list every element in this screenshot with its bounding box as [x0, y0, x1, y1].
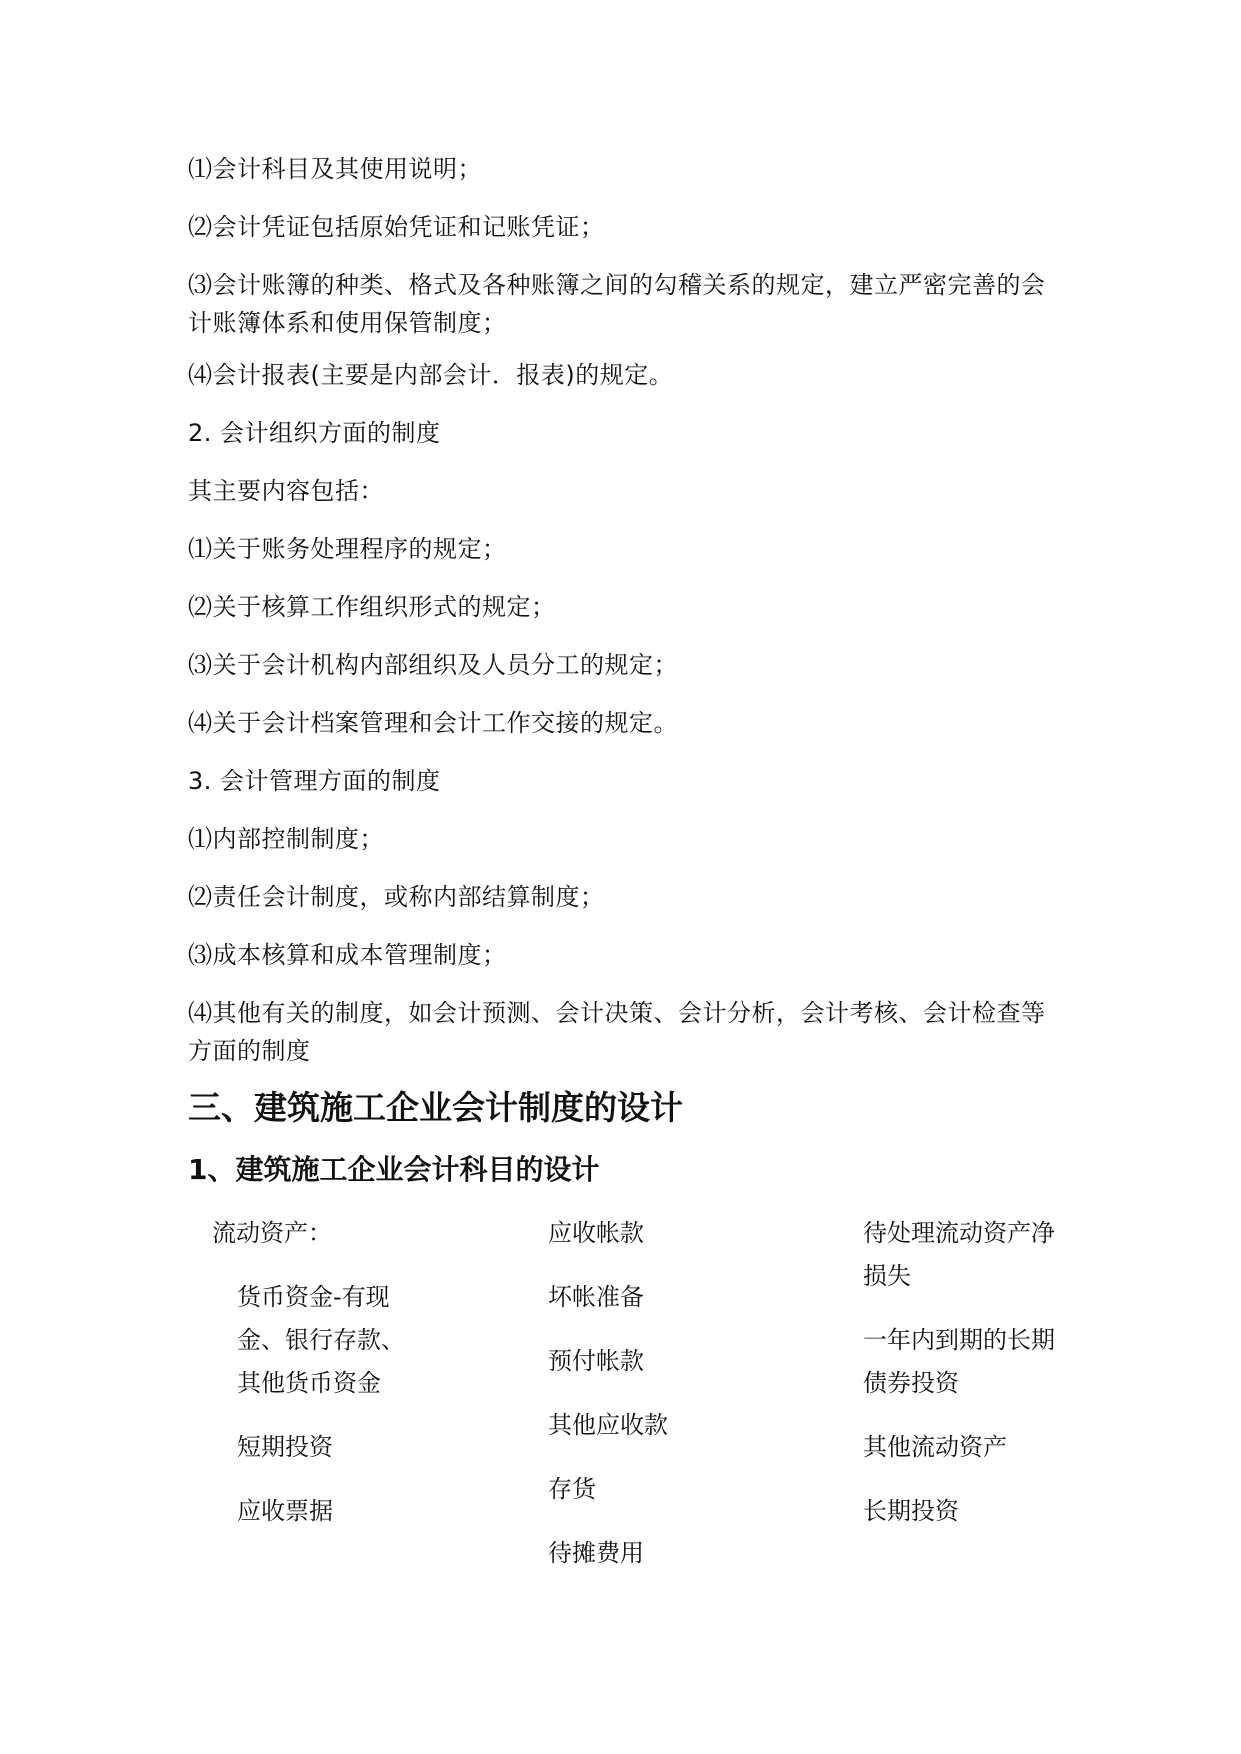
- list-item: ⑷会计报表(主要是内部会计．报表)的规定。: [188, 361, 674, 389]
- account-column-2: [548, 1212, 768, 1596]
- account-item: 其他应收款: [548, 1411, 668, 1439]
- document-content: [188, 150, 1068, 1572]
- list-item: ⑷关于会计档案管理和会计工作交接的规定。: [188, 709, 678, 737]
- account-item: 应收帐款: [548, 1219, 644, 1247]
- account-item: 一年内到期的长期债券投资: [863, 1326, 1055, 1397]
- account-item: 存货: [548, 1475, 596, 1503]
- account-item: 坏帐准备: [548, 1283, 644, 1311]
- main-heading: 三、建筑施工企业会计制度的设计: [188, 1088, 683, 1127]
- account-item: 短期投资: [237, 1433, 333, 1461]
- section-title: 3. 会计管理方面的制度: [188, 767, 441, 795]
- list-item: ⑴内部控制制度；: [188, 825, 384, 853]
- account-item: 待处理流动资产净损失: [863, 1219, 1055, 1290]
- account-item: 预付帐款: [548, 1347, 644, 1375]
- account-columns: [188, 1212, 1088, 1572]
- section-intro: 其主要内容包括：: [188, 477, 384, 505]
- account-item: 货币资金-有现金、银行存款、其他货币资金: [237, 1283, 405, 1397]
- list-item: ⑵会计凭证包括原始凭证和记账凭证；: [188, 213, 605, 241]
- list-item: ⑴会计科目及其使用说明；: [188, 155, 482, 183]
- account-item: 其他流动资产: [863, 1433, 1007, 1461]
- list-item: ⑶成本核算和成本管理制度；: [188, 941, 507, 969]
- list-item: ⑵关于核算工作组织形式的规定；: [188, 593, 556, 621]
- column-header: 流动资产：: [212, 1219, 332, 1247]
- sub-heading: 1、建筑施工企业会计科目的设计: [188, 1153, 600, 1186]
- account-item: 长期投资: [863, 1497, 959, 1525]
- account-column-1: [212, 1212, 432, 1554]
- list-item: ⑵责任会计制度，或称内部结算制度；: [188, 883, 605, 911]
- list-item: ⑶会计账簿的种类、格式及各种账簿之间的勾稽关系的规定，建立严密完善的会计账簿体系和使用保管制度；: [188, 271, 1046, 337]
- section-title: 2. 会计组织方面的制度: [188, 419, 441, 447]
- account-item: 待摊费用: [548, 1539, 644, 1567]
- account-item: 应收票据: [237, 1497, 333, 1525]
- account-column-3: [863, 1212, 1063, 1554]
- list-item: ⑴关于账务处理程序的规定；: [188, 535, 507, 563]
- list-item: ⑷其他有关的制度，如会计预测、会计决策、会计分析，会计考核、会计检查等方面的制度: [188, 999, 1046, 1065]
- list-item: ⑶关于会计机构内部组织及人员分工的规定；: [188, 651, 678, 679]
